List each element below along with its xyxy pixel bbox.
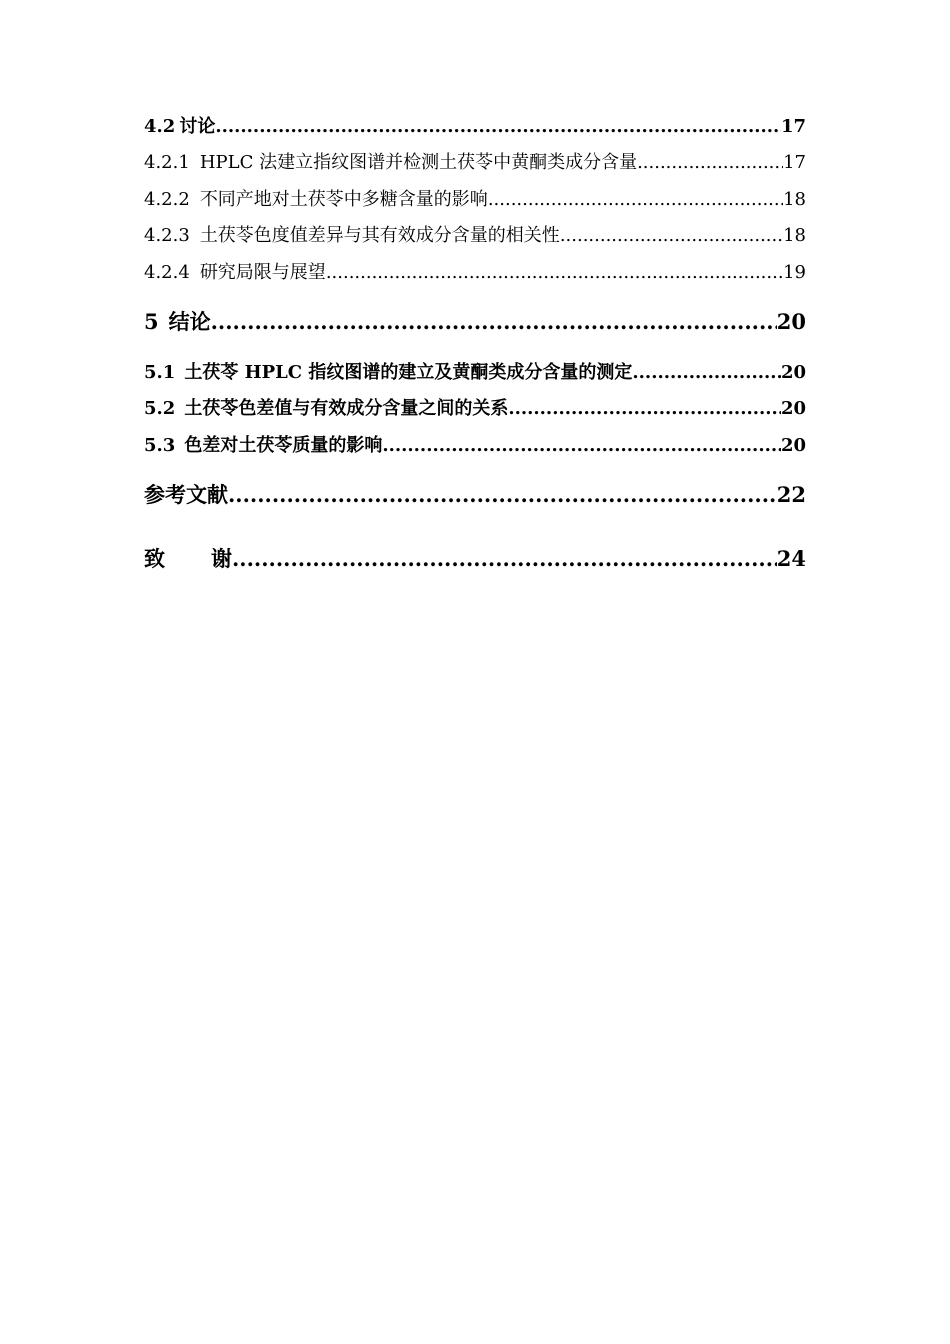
toc-entry-title: HPLC 法建立指纹图谱并检测土茯苓中黄酮类成分含量 xyxy=(199,152,638,173)
toc-dot-leader xyxy=(560,225,783,247)
toc-entry-page: 20 xyxy=(780,398,806,419)
toc-entry-4-2[interactable] xyxy=(144,116,806,138)
toc-entry-acknowledgements[interactable] xyxy=(144,546,806,571)
toc-dot-leader xyxy=(228,482,777,507)
toc-entry-4-2-3[interactable] xyxy=(144,225,806,247)
toc-entry-title: 讨论 xyxy=(179,116,216,137)
toc-entry-number: 4.2.1 xyxy=(144,152,190,173)
toc-entry-number: 5.3 xyxy=(144,435,176,456)
toc-dot-leader xyxy=(508,398,781,420)
toc-entry-title: 研究局限与展望 xyxy=(199,262,326,283)
toc-entry-number: 4.2 xyxy=(144,116,176,137)
toc-dot-leader xyxy=(232,546,777,571)
toc-entry-title xyxy=(144,546,232,571)
toc-entry-title: 色差对土茯苓质量的影响 xyxy=(184,435,383,456)
toc-entry-page: 20 xyxy=(776,309,806,334)
toc-entry-page: 22 xyxy=(776,482,806,507)
toc-entry-4-2-2[interactable] xyxy=(144,189,806,211)
toc-entry-references[interactable] xyxy=(144,482,806,507)
toc-entry-title: 不同产地对土茯苓中多糖含量的影响 xyxy=(199,189,488,210)
toc-entry-title: 土茯苓色度值差异与其有效成分含量的相关性 xyxy=(199,225,560,246)
toc-entry-page: 17 xyxy=(783,152,806,173)
toc-dot-leader xyxy=(215,116,781,138)
toc-entry-page: 19 xyxy=(783,262,806,283)
toc-entry-page: 18 xyxy=(783,189,806,210)
toc-entry-number: 4.2.3 xyxy=(144,225,190,246)
toc-entry-number: 4.2.2 xyxy=(144,189,190,210)
toc-entry-page: 20 xyxy=(780,435,806,456)
toc-entry-title: 土茯苓 HPLC 指纹图谱的建立及黄酮类成分含量的测定 xyxy=(184,362,633,383)
toc-entry-5-1[interactable] xyxy=(144,362,806,384)
toc-entry-title: 土茯苓色差值与有效成分含量之间的关系 xyxy=(184,398,509,419)
toc-dot-leader xyxy=(211,309,777,334)
toc-entry-page: 24 xyxy=(776,546,806,571)
toc-entry-number: 5.1 xyxy=(144,362,176,383)
toc-dot-leader xyxy=(326,262,783,284)
toc-entry-page: 20 xyxy=(780,362,806,383)
toc-entry-page: 18 xyxy=(783,225,806,246)
toc-entry-number: 5.2 xyxy=(144,398,176,419)
toc-entry-5-2[interactable] xyxy=(144,398,806,420)
toc-entry-title: 参考文献 xyxy=(144,482,228,507)
toc-entry-title: 结论 xyxy=(168,309,211,334)
toc-dot-leader xyxy=(488,189,783,211)
toc-entry-5-3[interactable] xyxy=(144,435,806,457)
toc-dot-leader xyxy=(382,435,781,457)
toc-dot-leader xyxy=(637,152,783,174)
toc-dot-leader xyxy=(632,362,781,384)
toc-entry-number: 4.2.4 xyxy=(144,262,190,283)
toc-entry-4-2-1[interactable] xyxy=(144,152,806,174)
toc-title-char: 致 xyxy=(144,546,165,571)
toc-title-char: 谢 xyxy=(211,546,232,571)
toc-entry-page: 17 xyxy=(780,116,806,137)
toc-entry-4-2-4[interactable] xyxy=(144,262,806,284)
toc-entry-number: 5 xyxy=(144,309,159,334)
toc-entry-5[interactable] xyxy=(144,309,806,334)
